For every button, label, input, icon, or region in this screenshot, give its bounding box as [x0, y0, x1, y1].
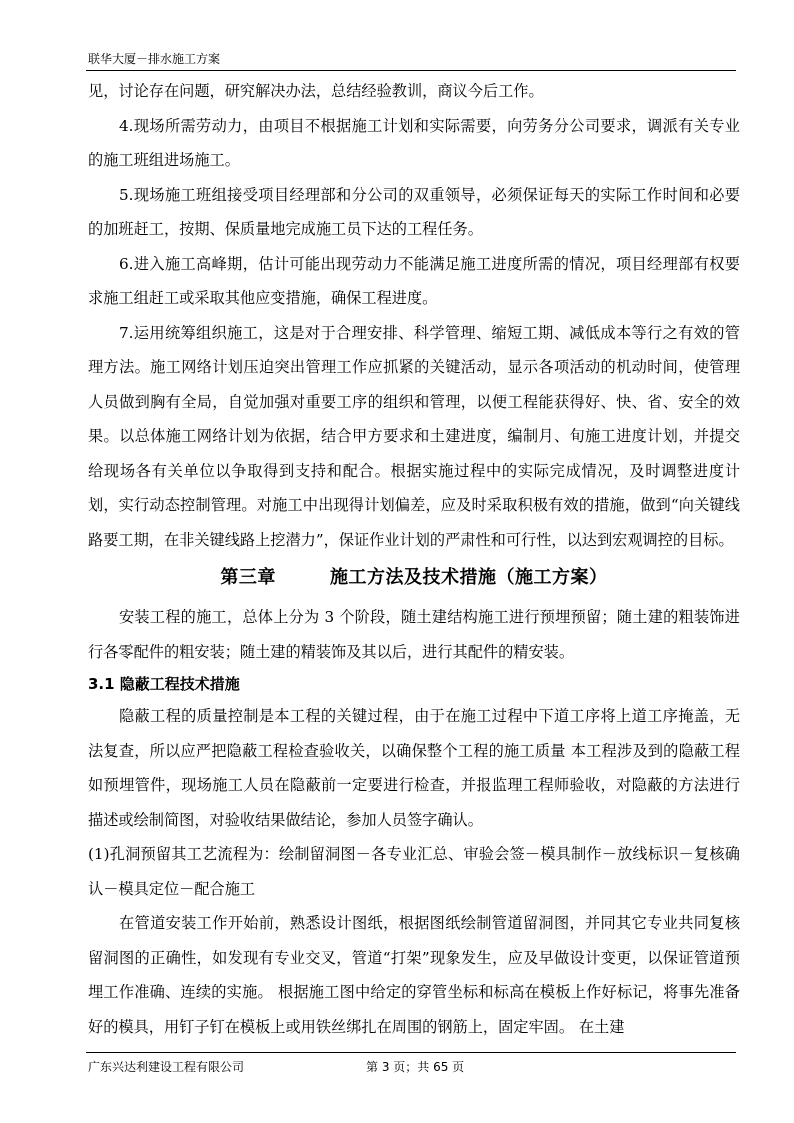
footer-divider — [86, 1052, 736, 1053]
paragraph-item-4: 4.现场所需劳动力，由项目不根据施工计划和实际需要，向劳务分公司要求，调派有关专业的施工班组进场施工。 — [88, 116, 740, 169]
section-paragraph: 隐蔽工程的质量控制是本工程的关键过程，由于在施工过程中下道工序将上道工序掩盖，无法复查，所以应严把隐蔽工程检查验收关，以确保整个工程的施工质量 本工程涉及到的隐蔽工程如预埋管件，现场施工人员在隐蔽前一定要进行检查，并报监理工程师验收，对隐蔽的方法进行描述或绘制简图，对验收结果做结论，参加人员签字确认。 — [88, 707, 740, 829]
footer-page-number: 第 3 页；共 65 页 — [366, 1060, 465, 1074]
page-header-title: 联华大厦－排水施工方案 — [88, 52, 221, 66]
document-body — [88, 74, 740, 1044]
paragraph-item-5: 5.现场施工班组接受项目经理部和分公司的双重领导，必须保证每天的实际工作时间和必要的加班赶工，按期、保质量地完成施工员下达的工程任务。 — [88, 185, 740, 238]
paragraph-item-7: 7.运用统筹组织施工，这是对于合理安排、科学管理、缩短工期、减低成本等行之有效的管理方法。施工网络计划压迫突出管理工作应抓紧的关键活动，显示各项活动的机动时间，使管理人员做到胸有全局，自觉加强对重要工序的组织和管理，以便工程能获得好、快、省、安全的效果。以总体施工网络计划为依据，结合甲方要求和土建进度，编制月、旬施工进度计划，并提交给现场各有关单位以争取得到支持和配合。根据实施过程中的实际完成情况，及时调整进度计划，实行动态控制管理。对施工中出现得计划偏差，应及时采取积极有效的措施，做到“向关键线路要工期，在非关键线路上挖潜力”，保证作业计划的严肃性和可行性，以达到宏观调控的目标。 — [88, 323, 740, 549]
section-heading: 3.1 隐蔽工程技术措施 — [88, 675, 240, 693]
section-paragraph: 在管道安装工作开始前，熟悉设计图纸，根据图纸绘制管道留洞图，并同其它专业共同复核留洞图的正确性，如发现有专业交叉，管道“打架”现象发生，应及早做设计变更，以保证管道预埋工作准确、连续的实施。 根据施工图中给定的穿管坐标和标高在模板上作好标记，将事先准备好的模具，用钉子钉在模板上或用铁丝绑扎在周围的钢筋上，固定牢固。 在土建 — [88, 914, 740, 1036]
chapter-heading: 第三章 施工方法及技术措施（施工方案） — [220, 567, 608, 588]
chapter-intro-paragraph: 安装工程的施工，总体上分为 3 个阶段，随土建结构施工进行预埋预留；随土建的粗装饰进行各零配件的粗安装；随土建的精装饰及其以后，进行其配件的精安装。 — [88, 608, 740, 661]
process-flow-paragraph: (1)孔洞预留其工艺流程为：绘制留洞图－各专业汇总、审验会签－模具制作－放线标识－复核确认－模具定位－配合施工 — [88, 845, 740, 898]
paragraph-item-6: 6.进入施工高峰期，估计可能出现劳动力不能满足施工进度所需的情况，项目经理部有权要求施工组赶工或采取其他应变措施，确保工程进度。 — [88, 254, 740, 307]
paragraph-continuation: 见，讨论存在问题，研究解决办法，总结经验教训，商议今后工作。 — [88, 82, 544, 100]
header-divider — [86, 70, 736, 71]
footer-company: 广东兴达利建设工程有限公司 — [88, 1060, 245, 1074]
